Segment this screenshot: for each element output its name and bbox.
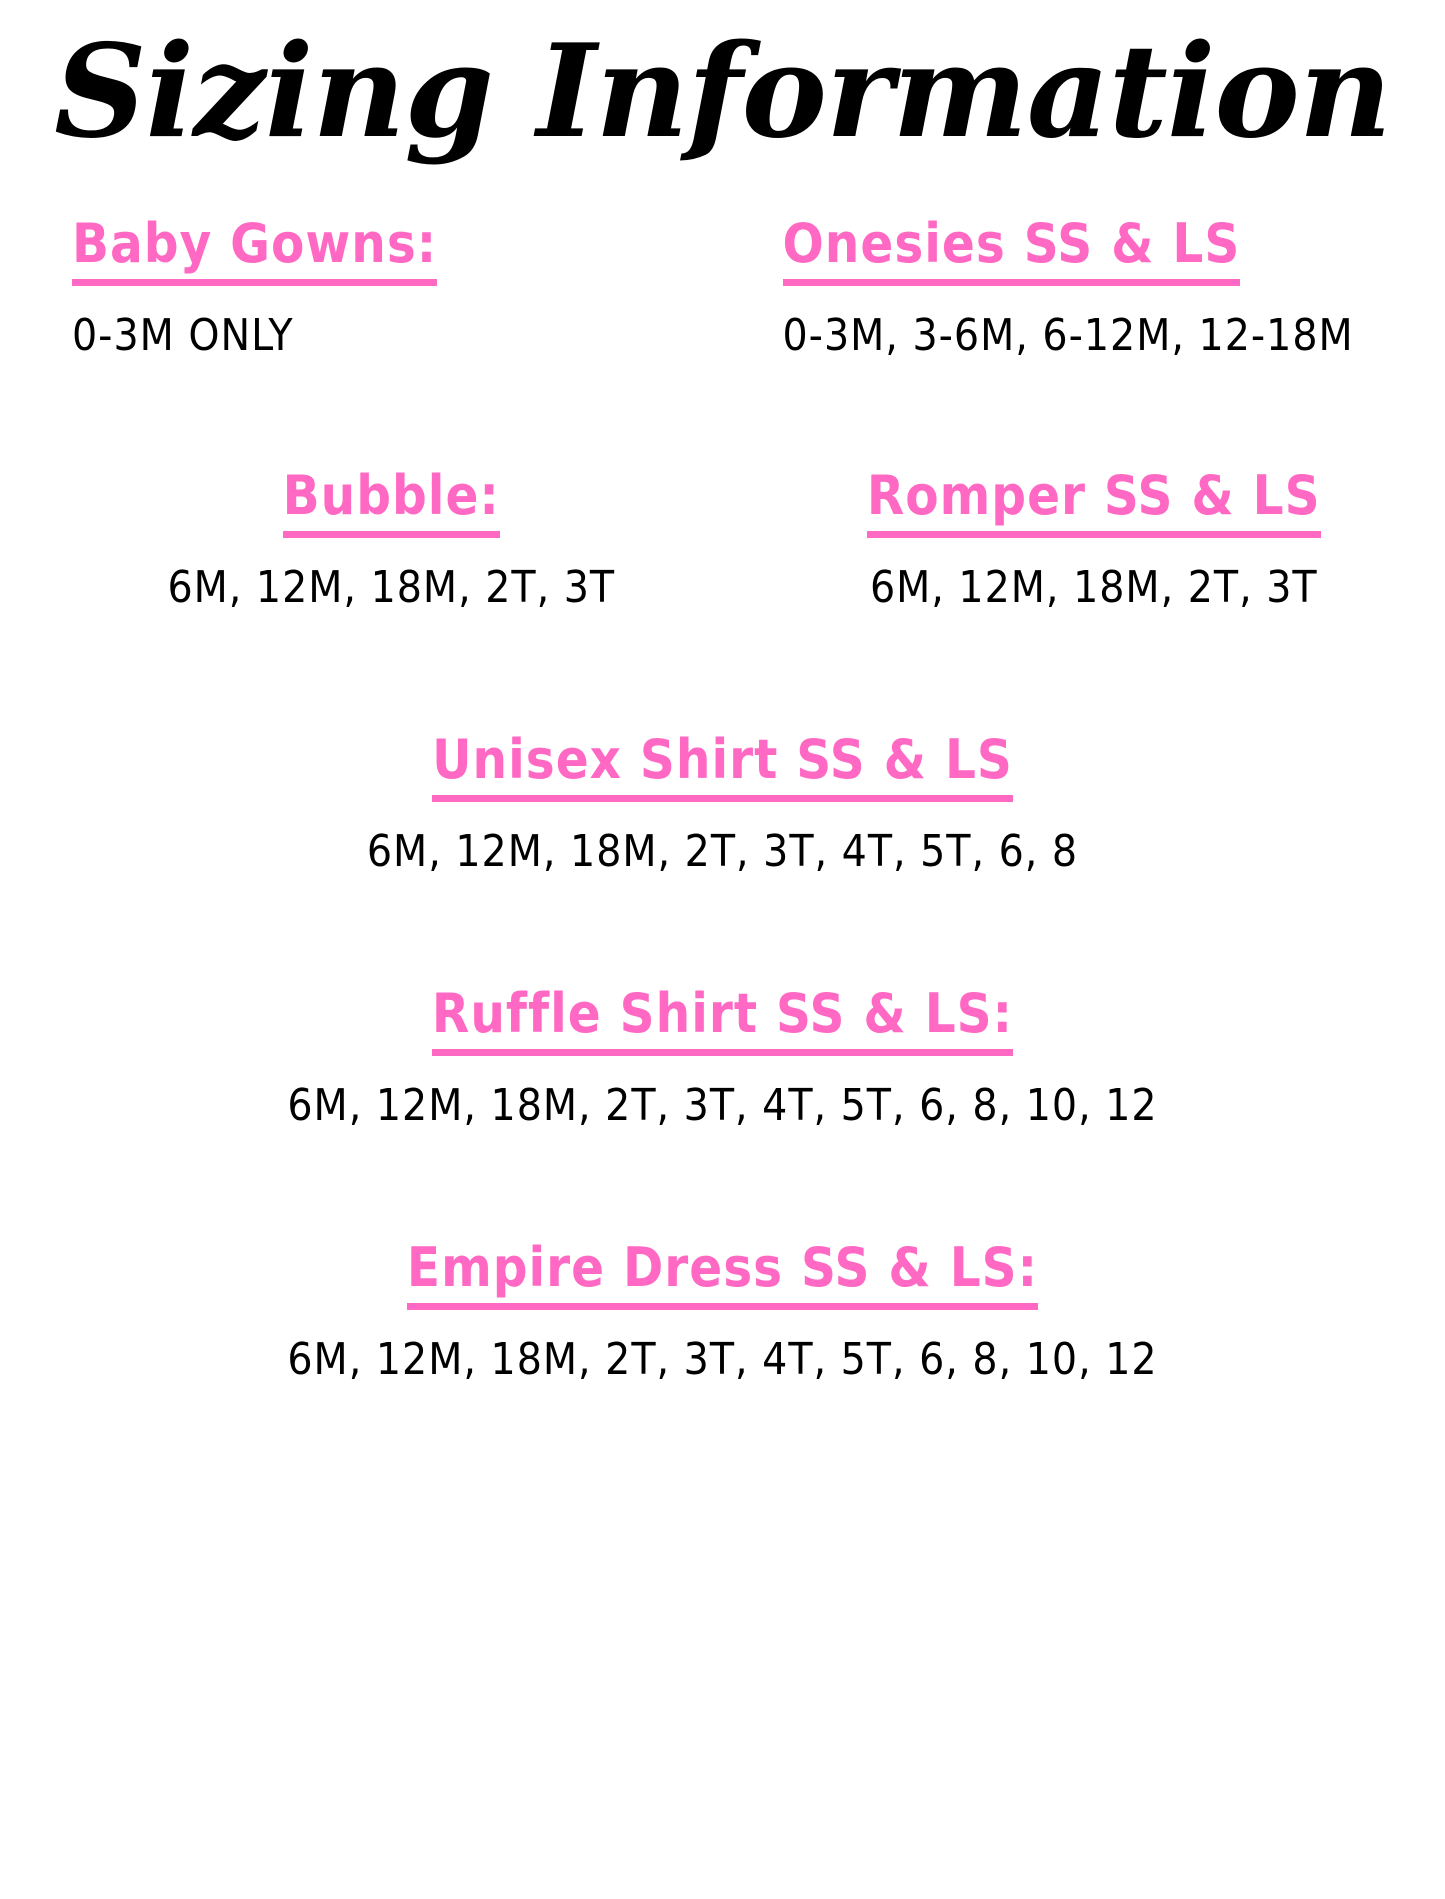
- section-bubble: [0, 360, 723, 612]
- sizing-information-page: [0, 28, 1445, 1899]
- bubble-heading: Bubble:: [283, 468, 500, 538]
- empire-dress-heading: Empire Dress SS & LS:: [407, 1240, 1038, 1310]
- romper-sizes: 6M, 12M, 18M, 2T, 3T: [743, 564, 1445, 612]
- unisex-shirt-sizes: 6M, 12M, 18M, 2T, 3T, 4T, 5T, 6, 8: [0, 828, 1445, 876]
- section-row-2: [0, 360, 1445, 612]
- section-row-1: [0, 156, 1445, 360]
- baby-gowns-heading: Baby Gowns:: [72, 216, 437, 286]
- romper-heading: Romper SS & LS: [867, 468, 1321, 538]
- ruffle-shirt-heading: Ruffle Shirt SS & LS:: [432, 986, 1013, 1056]
- unisex-shirt-heading: Unisex Shirt SS & LS: [432, 732, 1013, 802]
- bubble-sizes: 6M, 12M, 18M, 2T, 3T: [60, 564, 723, 612]
- onesies-heading: Onesies SS & LS: [783, 216, 1241, 286]
- page-title: Sizing Information: [0, 28, 1445, 156]
- baby-gowns-sizes: 0-3M ONLY: [72, 312, 723, 360]
- empire-dress-sizes: 6M, 12M, 18M, 2T, 3T, 4T, 5T, 6, 8, 10, 12: [0, 1336, 1445, 1384]
- ruffle-shirt-sizes: 6M, 12M, 18M, 2T, 3T, 4T, 5T, 6, 8, 10, 12: [0, 1082, 1445, 1130]
- section-ruffle-shirt: [0, 986, 1445, 1130]
- section-unisex-shirt: [0, 732, 1445, 876]
- section-empire-dress: [0, 1240, 1445, 1384]
- section-onesies: [723, 156, 1445, 360]
- section-baby-gowns: [0, 156, 723, 360]
- onesies-sizes: 0-3M, 3-6M, 6-12M, 12-18M: [783, 312, 1445, 360]
- section-romper: [723, 360, 1445, 612]
